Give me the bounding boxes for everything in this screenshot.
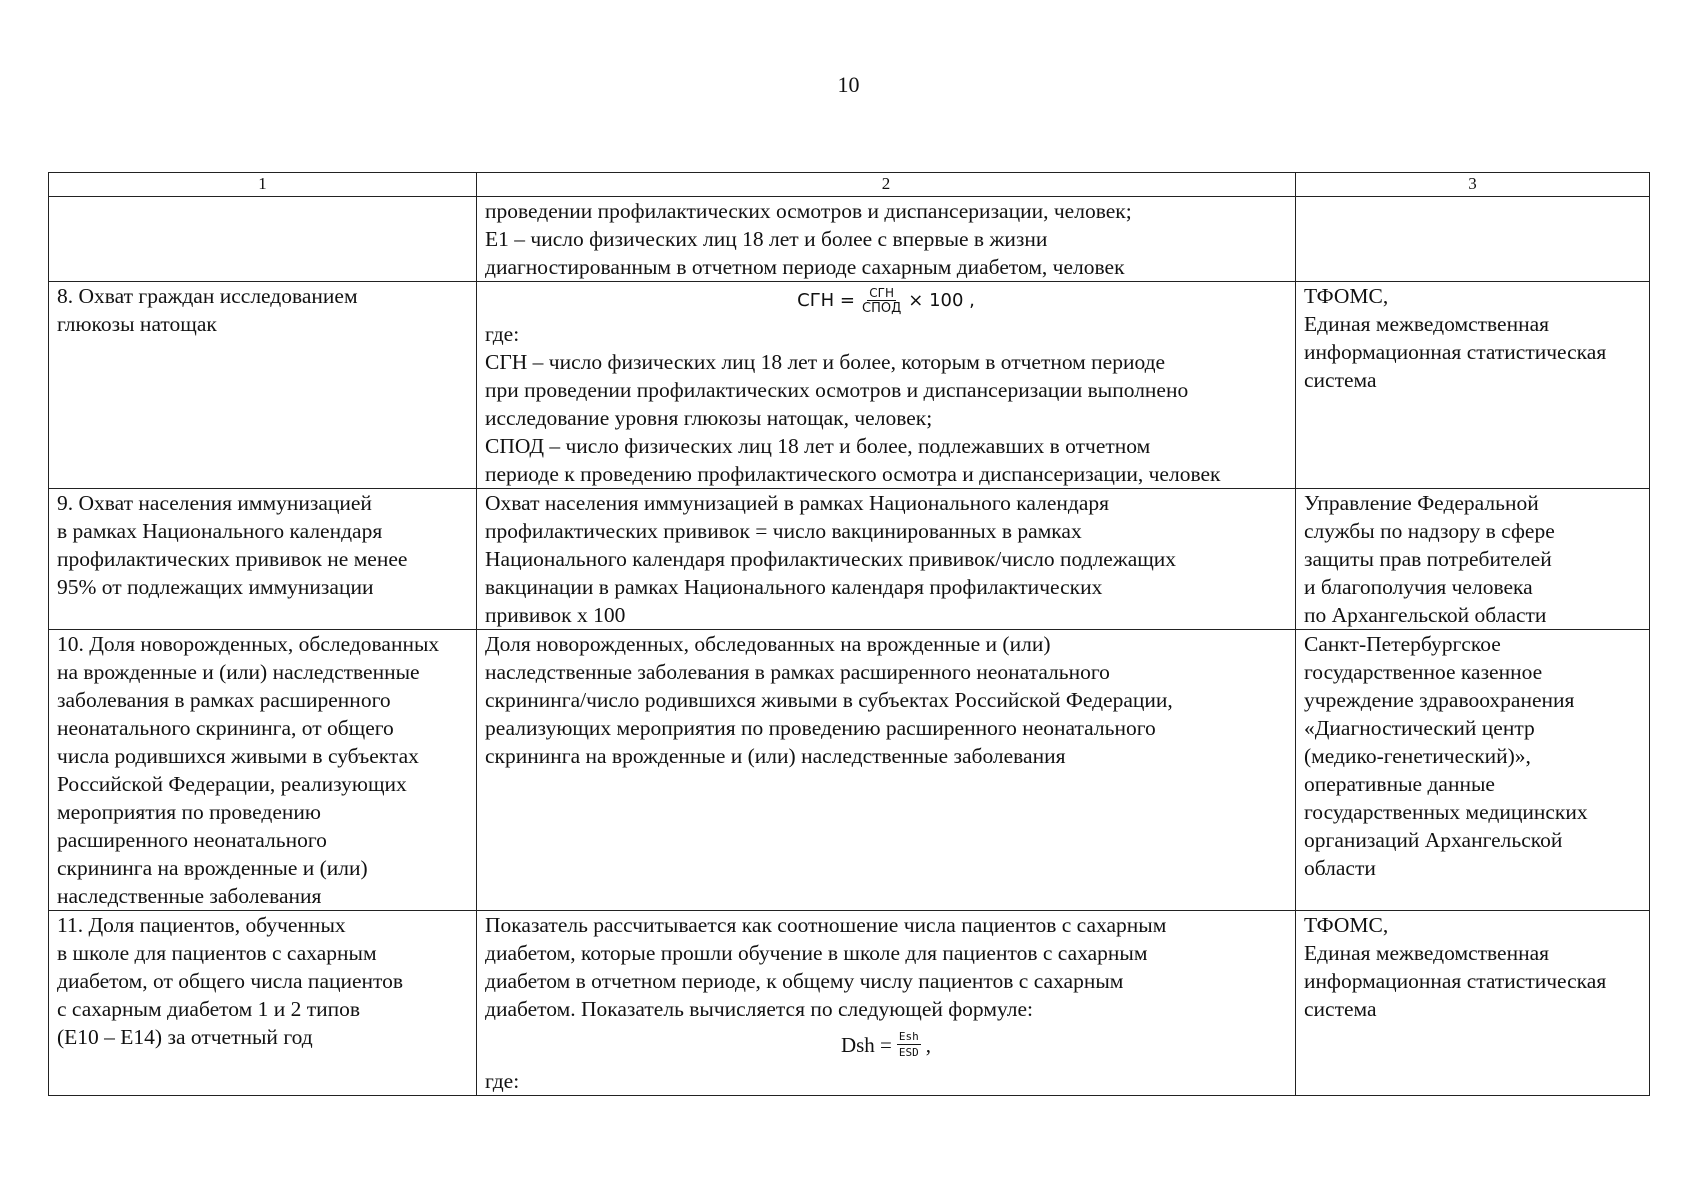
text-line: система xyxy=(1304,997,1377,1021)
text-line: глюкозы натощак xyxy=(57,312,217,336)
row10-indicator xyxy=(49,630,477,911)
text-line: Единая межведомственная xyxy=(1304,941,1550,965)
text-line: Показатель рассчитывается как соотношение числа пациентов с сахарным xyxy=(485,913,1167,937)
row8-indicator xyxy=(49,282,477,489)
row11-source xyxy=(1296,911,1650,1096)
column-header-3: 3 xyxy=(1296,173,1650,197)
text-line: Охват населения иммунизацией в рамках Национального календаря xyxy=(485,491,1110,515)
text-line: службы по надзору в сфере xyxy=(1304,519,1555,543)
text-line: вакцинации в рамках Национального календаря профилактических xyxy=(485,575,1103,599)
page-number: 10 xyxy=(837,72,860,97)
column-header-1: 1 xyxy=(49,173,477,197)
text-line: на врожденные и (или) наследственные xyxy=(57,660,420,684)
row9-method xyxy=(477,489,1296,630)
table-row xyxy=(49,489,1650,630)
text-line: скрининга на врожденные и (или) xyxy=(57,856,368,880)
text-line: защиты прав потребителей xyxy=(1304,547,1552,571)
text-line: Санкт-Петербургское xyxy=(1304,632,1501,656)
text-line: СПОД – число физических лиц 18 лет и более, подлежавших в отчетном xyxy=(485,434,1151,458)
text-line: неонатального скрининга, от общего xyxy=(57,716,394,740)
text-line: реализующих мероприятия по проведению расширенного неонатального xyxy=(485,716,1156,740)
table-row xyxy=(49,630,1650,911)
text-line: информационная статистическая xyxy=(1304,969,1607,993)
row-continued-col1 xyxy=(49,197,477,282)
text-line: профилактических прививок не менее xyxy=(57,547,408,571)
text-line: Национального календаря профилактических прививок/число подлежащих xyxy=(485,547,1177,571)
table-header-row xyxy=(49,173,1650,197)
text-line: система xyxy=(1304,368,1377,392)
text-line: числа родившихся живыми в субъектах xyxy=(57,744,419,768)
text-line: заболевания в рамках расширенного xyxy=(57,688,391,712)
text-line: где: xyxy=(485,1069,520,1093)
text-line: (медико-генетический)», xyxy=(1304,744,1531,768)
row11-indicator xyxy=(49,911,477,1096)
indicators-table xyxy=(48,172,1650,1096)
text-line: скрининга/число родившихся живыми в субъектах Российской Федерации, xyxy=(485,688,1173,712)
text-line: ТФОМС, xyxy=(1304,913,1389,937)
text-line: наследственные заболевания в рамках расширенного неонатального xyxy=(485,660,1110,684)
row9-indicator xyxy=(49,489,477,630)
text-line: 9. Охват населения иммунизацией xyxy=(57,491,372,515)
text-line: скрининга на врожденные и (или) наследственные заболевания xyxy=(485,744,1066,768)
text-line: диабетом, от общего числа пациентов xyxy=(57,969,404,993)
row11-method xyxy=(477,911,1296,1096)
text-line: диабетом в отчетном периоде, к общему числу пациентов с сахарным xyxy=(485,969,1124,993)
text-line: с сахарным диабетом 1 и 2 типов xyxy=(57,997,361,1021)
dsh-formula xyxy=(485,1023,1287,1067)
text-line: диагностированным в отчетном периоде сахарным диабетом, человек xyxy=(485,255,1125,279)
row8-source xyxy=(1296,282,1650,489)
text-line: Единая межведомственная xyxy=(1304,312,1550,336)
text-line: СГН – число физических лиц 18 лет и более, которым в отчетном периоде xyxy=(485,350,1166,374)
text-line: прививок х 100 xyxy=(485,603,626,627)
column-header-2: 2 xyxy=(477,173,1296,197)
formula-rhs: × 100 , xyxy=(908,290,975,311)
text-line: 95% от подлежащих иммунизации xyxy=(57,575,374,599)
text-line: (Е10 – Е14) за отчетный год xyxy=(57,1025,313,1049)
text-line: Управление Федеральной xyxy=(1304,491,1539,515)
text-line: и благополучия человека xyxy=(1304,575,1533,599)
row10-method xyxy=(477,630,1296,911)
text-line: информационная статистическая xyxy=(1304,340,1607,364)
text-line: где: xyxy=(485,322,520,346)
text-line: ТФОМС, xyxy=(1304,284,1389,308)
text-line: по Архангельской области xyxy=(1304,603,1547,627)
text-line: Доля новорожденных, обследованных на врожденные и (или) xyxy=(485,632,1051,656)
table-row xyxy=(49,282,1650,489)
table-row xyxy=(49,197,1650,282)
text-line: 8. Охват граждан исследованием xyxy=(57,284,358,308)
text-line: мероприятия по проведению xyxy=(57,800,321,824)
text-line: проведении профилактических осмотров и диспансеризации, человек; xyxy=(485,199,1132,223)
text-line: профилактических прививок = число вакцинированных в рамках xyxy=(485,519,1082,543)
text-line: 10. Доля новорожденных, обследованных xyxy=(57,632,440,656)
text-line: диабетом. Показатель вычисляется по следующей формуле: xyxy=(485,997,1033,1021)
text-line: 11. Доля пациентов, обученных xyxy=(57,913,346,937)
text-line: «Диагностический центр xyxy=(1304,716,1535,740)
text-line: государственных медицинских xyxy=(1304,800,1588,824)
formula-numerator: Esh xyxy=(898,1029,919,1043)
row8-method xyxy=(477,282,1296,489)
text-line: области xyxy=(1304,856,1376,880)
row9-source xyxy=(1296,489,1650,630)
sgn-formula xyxy=(485,282,1287,320)
formula-lhs: СГН = xyxy=(797,290,856,311)
formula-numerator: СГН xyxy=(869,285,894,300)
text-line: наследственные заболевания xyxy=(57,884,322,908)
text-line: диабетом, которые прошли обучение в школе для пациентов с сахарным xyxy=(485,941,1148,965)
text-line: периоде к проведению профилактического осмотра и диспансеризации, человек xyxy=(485,462,1221,486)
text-line: учреждение здравоохранения xyxy=(1304,688,1575,712)
text-line: организаций Архангельской xyxy=(1304,828,1563,852)
text-line: Е1 – число физических лиц 18 лет и более с впервые в жизни xyxy=(485,227,1048,251)
text-line: расширенного неонатального xyxy=(57,828,327,852)
formula-rhs: , xyxy=(925,1033,932,1057)
text-line: в школе для пациентов с сахарным xyxy=(57,941,377,965)
formula-fraction xyxy=(897,1030,921,1061)
row-continued-col2 xyxy=(477,197,1296,282)
text-line: государственное казенное xyxy=(1304,660,1543,684)
table-row xyxy=(49,911,1650,1096)
formula-denominator: ESD xyxy=(898,1045,919,1059)
text-line: оперативные данные xyxy=(1304,772,1495,796)
text-line: исследование уровня глюкозы натощак, человек; xyxy=(485,406,933,430)
row-continued-col3 xyxy=(1296,197,1650,282)
formula-fraction xyxy=(860,286,903,317)
formula-lhs: Dsh = xyxy=(840,1033,892,1057)
text-line: при проведении профилактических осмотров и диспансеризации выполнено xyxy=(485,378,1189,402)
text-line: в рамках Национального календаря xyxy=(57,519,383,543)
row10-source xyxy=(1296,630,1650,911)
text-line: Российской Федерации, реализующих xyxy=(57,772,407,796)
formula-denominator: СПОД xyxy=(862,300,902,316)
